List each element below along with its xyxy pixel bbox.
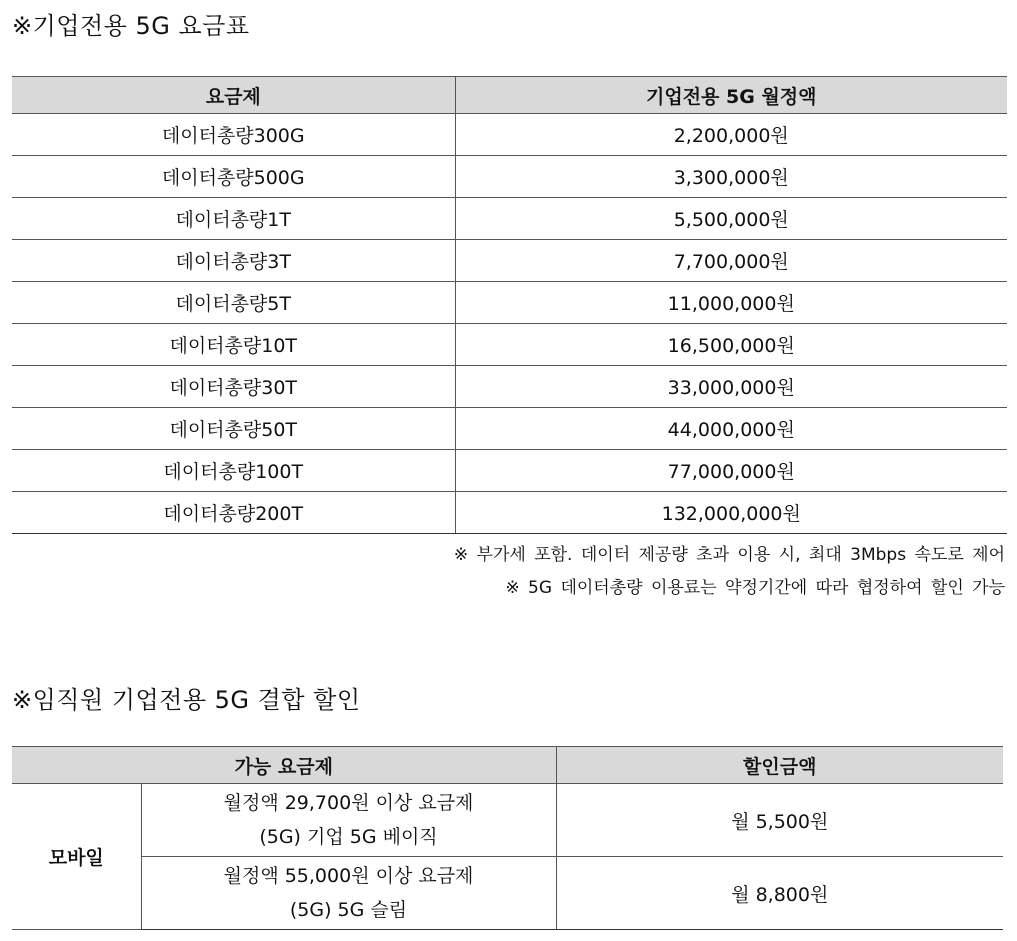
table-row <box>12 240 1007 282</box>
plan-cell: 데이터총량10T <box>12 324 455 366</box>
table-row <box>12 282 1007 324</box>
table-row <box>12 492 1007 534</box>
header-eligible-plan: 가능 요금제 <box>12 747 556 784</box>
price-cell: 132,000,000원 <box>455 492 1007 534</box>
header-plan: 요금제 <box>12 77 455 114</box>
price-cell: 77,000,000원 <box>455 450 1007 492</box>
plan-cell: 데이터총량1T <box>12 198 455 240</box>
discount-cell: 월 5,500원 <box>556 784 1003 857</box>
plan-cell: 데이터총량30T <box>12 366 455 408</box>
discount-cell: 월 8,800원 <box>556 857 1003 930</box>
table-header-row <box>12 77 1007 114</box>
price-cell: 3,300,000원 <box>455 156 1007 198</box>
plan-name: (5G) 5G 슬림 <box>289 899 408 921</box>
price-cell: 2,200,000원 <box>455 114 1007 156</box>
header-monthly-price: 기업전용 5G 월정액 <box>455 77 1007 114</box>
bundle-discount-title: ※임직원 기업전용 5G 결합 할인 <box>12 686 361 714</box>
plan-condition: 월정액 55,000원 이상 요금제 <box>223 865 474 887</box>
bundle-discount-table <box>12 746 1003 930</box>
price-cell: 7,700,000원 <box>455 240 1007 282</box>
table-row <box>12 408 1007 450</box>
table-row <box>12 324 1007 366</box>
price-cell: 44,000,000원 <box>455 408 1007 450</box>
plan-cell: 데이터총량100T <box>12 450 455 492</box>
plan-cell: 데이터총량3T <box>12 240 455 282</box>
header-discount: 할인금액 <box>556 747 1003 784</box>
eligible-plan-cell <box>141 857 556 930</box>
vat-note: ※ 부가세 포함. 데이터 제공량 초과 이용 시, 최대 3Mbps 속도로 제어 <box>453 545 1005 565</box>
plan-cell: 데이터총량5T <box>12 282 455 324</box>
plan-cell: 데이터총량500G <box>12 156 455 198</box>
price-cell: 5,500,000원 <box>455 198 1007 240</box>
table-row <box>12 198 1007 240</box>
table-row <box>12 366 1007 408</box>
rate-table <box>12 76 1007 534</box>
table-row <box>12 857 1003 930</box>
rate-table-title: ※기업전용 5G 요금표 <box>12 12 250 40</box>
table-row <box>12 114 1007 156</box>
plan-cell: 데이터총량200T <box>12 492 455 534</box>
plan-cell: 데이터총량300G <box>12 114 455 156</box>
eligible-plan-cell <box>141 784 556 857</box>
discount-note: ※ 5G 데이터총량 이용료는 약정기간에 따라 협정하여 할인 가능 <box>505 578 1005 598</box>
price-cell: 33,000,000원 <box>455 366 1007 408</box>
plan-name: (5G) 기업 5G 베이직 <box>259 826 438 848</box>
price-cell: 16,500,000원 <box>455 324 1007 366</box>
price-cell: 11,000,000원 <box>455 282 1007 324</box>
table-row <box>12 156 1007 198</box>
plan-cell: 데이터총량50T <box>12 408 455 450</box>
category-cell: 모바일 <box>12 784 141 930</box>
table-row <box>12 784 1003 857</box>
table-row <box>12 450 1007 492</box>
plan-condition: 월정액 29,700원 이상 요금제 <box>223 792 474 814</box>
table-header-row <box>12 747 1003 784</box>
